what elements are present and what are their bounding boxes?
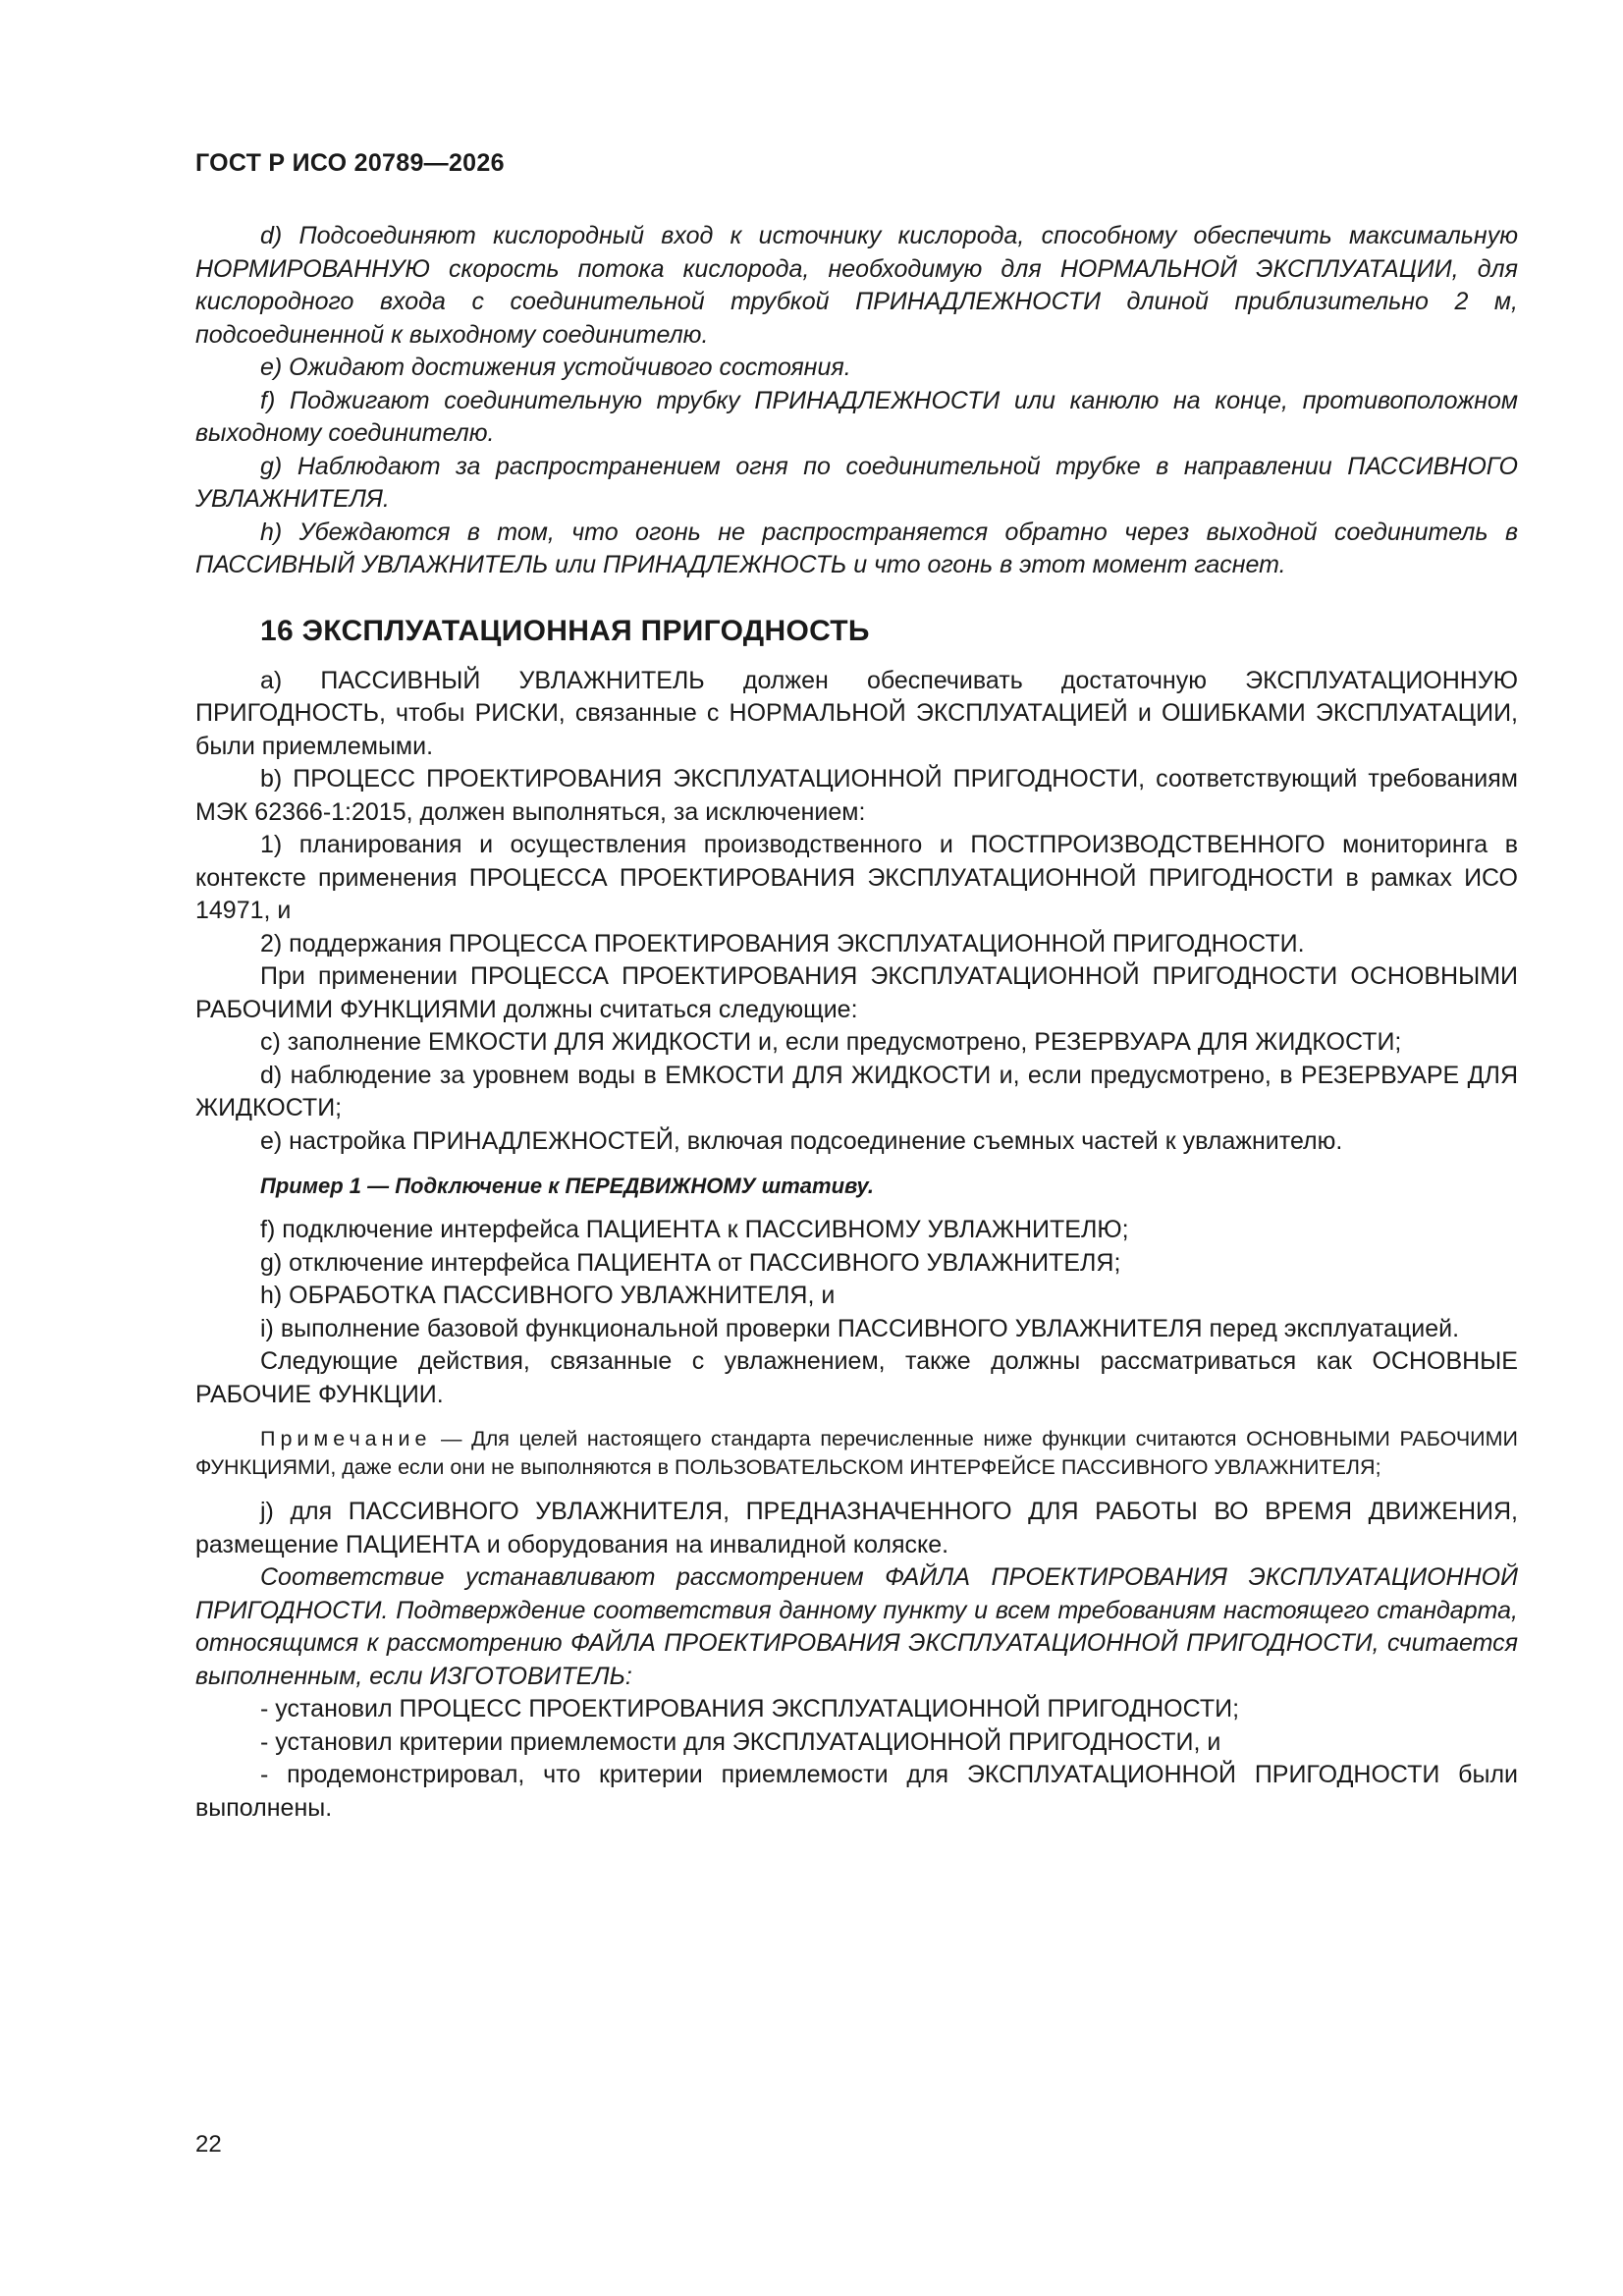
test-step-h: h) Убеждаются в том, что огонь не распространяется обратно через выходной соединитель в ПАССИВНЫЙ УВЛАЖНИТЕЛЬ или ПРИНАДЛЕЖНОСТЬ и что огонь в этот момент гаснет. bbox=[195, 518, 1518, 578]
function-c: c) заполнение ЕМКОСТИ ДЛЯ ЖИДКОСТИ и, если предусмотрено, РЕЗЕРВУАРА ДЛЯ ЖИДКОСТИ; bbox=[260, 1028, 1402, 1056]
function-g: g) отключение интерфейса ПАЦИЕНТА от ПАССИВНОГО УВЛАЖНИТЕЛЯ; bbox=[260, 1248, 1121, 1277]
spacer bbox=[195, 582, 1518, 612]
dash-item-1: - установил ПРОЦЕСС ПРОЕКТИРОВАНИЯ ЭКСПЛУАТАЦИОННОЙ ПРИГОДНОСТИ; bbox=[260, 1695, 1240, 1722]
section-title: 16 ЭКСПЛУАТАЦИОННАЯ ПРИГОДНОСТЬ bbox=[260, 614, 870, 647]
requirement-b: b) ПРОЦЕСС ПРОЕКТИРОВАНИЯ ЭКСПЛУАТАЦИОННОЙ ПРИГОДНОСТИ, соответствующий требованиям МЭК 62366-1:2015, должен выполняться, за исключением: bbox=[195, 765, 1518, 826]
page-content bbox=[195, 220, 1518, 1825]
dash-item-3: - продемонстрировал, что критерии приемлемости для ЭКСПЛУАТАЦИОННОЙ ПРИГОДНОСТИ были выполнены. bbox=[195, 1761, 1518, 1822]
page-number: 22 bbox=[195, 2131, 222, 2158]
compliance-statement: Соответствие устанавливают рассмотрением ФАЙЛА ПРОЕКТИРОВАНИЯ ЭКСПЛУАТАЦИОННОЙ ПРИГОДНОСТИ. Подтверждение соответствия данному пункту и всем требованиям настоящего стандарта, относящимся к рассмотрению ФАЙЛА ПРОЕКТИРОВАНИЯ ЭКСПЛУАТАЦИОННОЙ ПРИГОДНОСТИ, считается выполненным, если ИЗГОТОВИТЕЛЬ: bbox=[195, 1563, 1518, 1690]
function-h: h) ОБРАБОТКА ПАССИВНОГО УВЛАЖНИТЕЛЯ, и bbox=[260, 1282, 836, 1309]
test-step-f: f) Поджигают соединительную трубку ПРИНАДЛЕЖНОСТИ или канюлю на конце, противоположном выходному соединителю. bbox=[195, 386, 1518, 447]
function-j: j) для ПАССИВНОГО УВЛАЖНИТЕЛЯ, ПРЕДНАЗНАЧЕННОГО ДЛЯ РАБОТЫ ВО ВРЕМЯ ДВИЖЕНИЯ, размещение ПАЦИЕНТА и оборудования на инвалидной коляске. bbox=[195, 1498, 1518, 1558]
test-step-e: e) Ожидают достижения устойчивого состояния. bbox=[260, 354, 851, 381]
document-header: ГОСТ Р ИСО 20789—2026 bbox=[195, 149, 505, 177]
additional-functions: Следующие действия, связанные с увлажнением, также должны рассматриваться как ОСНОВНЫЕ РАБОЧИЕ ФУНКЦИИ. bbox=[195, 1347, 1518, 1408]
primary-functions-intro: При применении ПРОЦЕССА ПРОЕКТИРОВАНИЯ ЭКСПЛУАТАЦИОННОЙ ПРИГОДНОСТИ ОСНОВНЫМИ РАБОЧИМИ ФУНКЦИЯМИ должны считаться следующие: bbox=[195, 962, 1518, 1023]
requirement-a: a) ПАССИВНЫЙ УВЛАЖНИТЕЛЬ должен обеспечивать достаточную ЭКСПЛУАТАЦИОННУЮ ПРИГОДНОСТЬ, чтобы РИСКИ, связанные с НОРМАЛЬНОЙ ЭКСПЛУАТАЦИЕЙ и ОШИБКАМИ ЭКСПЛУАТАЦИИ, были приемлемыми. bbox=[195, 666, 1518, 760]
note bbox=[195, 1425, 1518, 1482]
test-step-d: d) Подсоединяют кислородный вход к источнику кислорода, способному обеспечить максимальную НОРМИРОВАННУЮ скорость потока кислорода, необходимую для НОРМАЛЬНОЙ ЭКСПЛУАТАЦИИ, для кислородного входа с соединительной трубкой ПРИНАДЛЕЖНОСТИ длиной приблизительно 2 м, подсоединенной к выходному соединителю. bbox=[195, 222, 1518, 349]
function-e: e) настройка ПРИНАДЛЕЖНОСТЕЙ, включая подсоединение съемных частей к увлажнителю. bbox=[260, 1126, 1343, 1155]
spacer bbox=[195, 1411, 1518, 1425]
note-label: Примечание bbox=[260, 1427, 432, 1450]
spacer bbox=[195, 1482, 1518, 1496]
function-f: f) подключение интерфейса ПАЦИЕНТА к ПАССИВНОМУ УВЛАЖНИТЕЛЮ; bbox=[260, 1216, 1129, 1243]
exception-2: 2) поддержания ПРОЦЕССА ПРОЕКТИРОВАНИЯ ЭКСПЛУАТАЦИОННОЙ ПРИГОДНОСТИ. bbox=[260, 929, 1305, 957]
test-step-g: g) Наблюдают за распространением огня по соединительной трубке в направлении ПАССИВНОГО УВЛАЖНИТЕЛЯ. bbox=[195, 452, 1518, 513]
example-1: Пример 1 — Подключение к ПЕРЕДВИЖНОМУ штативу. bbox=[260, 1174, 875, 1198]
spacer bbox=[195, 1200, 1518, 1214]
exception-1: 1) планирования и осуществления производственного и ПОСТПРОИЗВОДСТВЕННОГО мониторинга в контексте применения ПРОЦЕССА ПРОЕКТИРОВАНИЯ ЭКСПЛУАТАЦИОННОЙ ПРИГОДНОСТИ в рамках ИСО 14971, и bbox=[195, 831, 1518, 924]
dash-item-2: - установил критерии приемлемости для ЭКСПЛУАТАЦИОННОЙ ПРИГОДНОСТИ, и bbox=[260, 1727, 1221, 1756]
function-d: d) наблюдение за уровнем воды в ЕМКОСТИ ДЛЯ ЖИДКОСТИ и, если предусмотрено, в РЕЗЕРВУАРЕ ДЛЯ ЖИДКОСТИ; bbox=[195, 1061, 1518, 1121]
note-text: — Для целей настоящего стандарта перечисленные ниже функции считаются ОСНОВНЫМИ РАБОЧИМИ ФУНКЦИЯМИ, даже если они не выполняются в ПОЛЬЗОВАТЕЛЬСКОМ ИНТЕРФЕЙСЕ ПАССИВНОГО УВЛАЖНИТЕЛЯ; bbox=[195, 1427, 1518, 1479]
spacer bbox=[195, 1158, 1518, 1172]
spacer bbox=[195, 651, 1518, 665]
function-i: i) выполнение базовой функциональной проверки ПАССИВНОГО УВЛАЖНИТЕЛЯ перед эксплуатацией. bbox=[260, 1314, 1460, 1342]
